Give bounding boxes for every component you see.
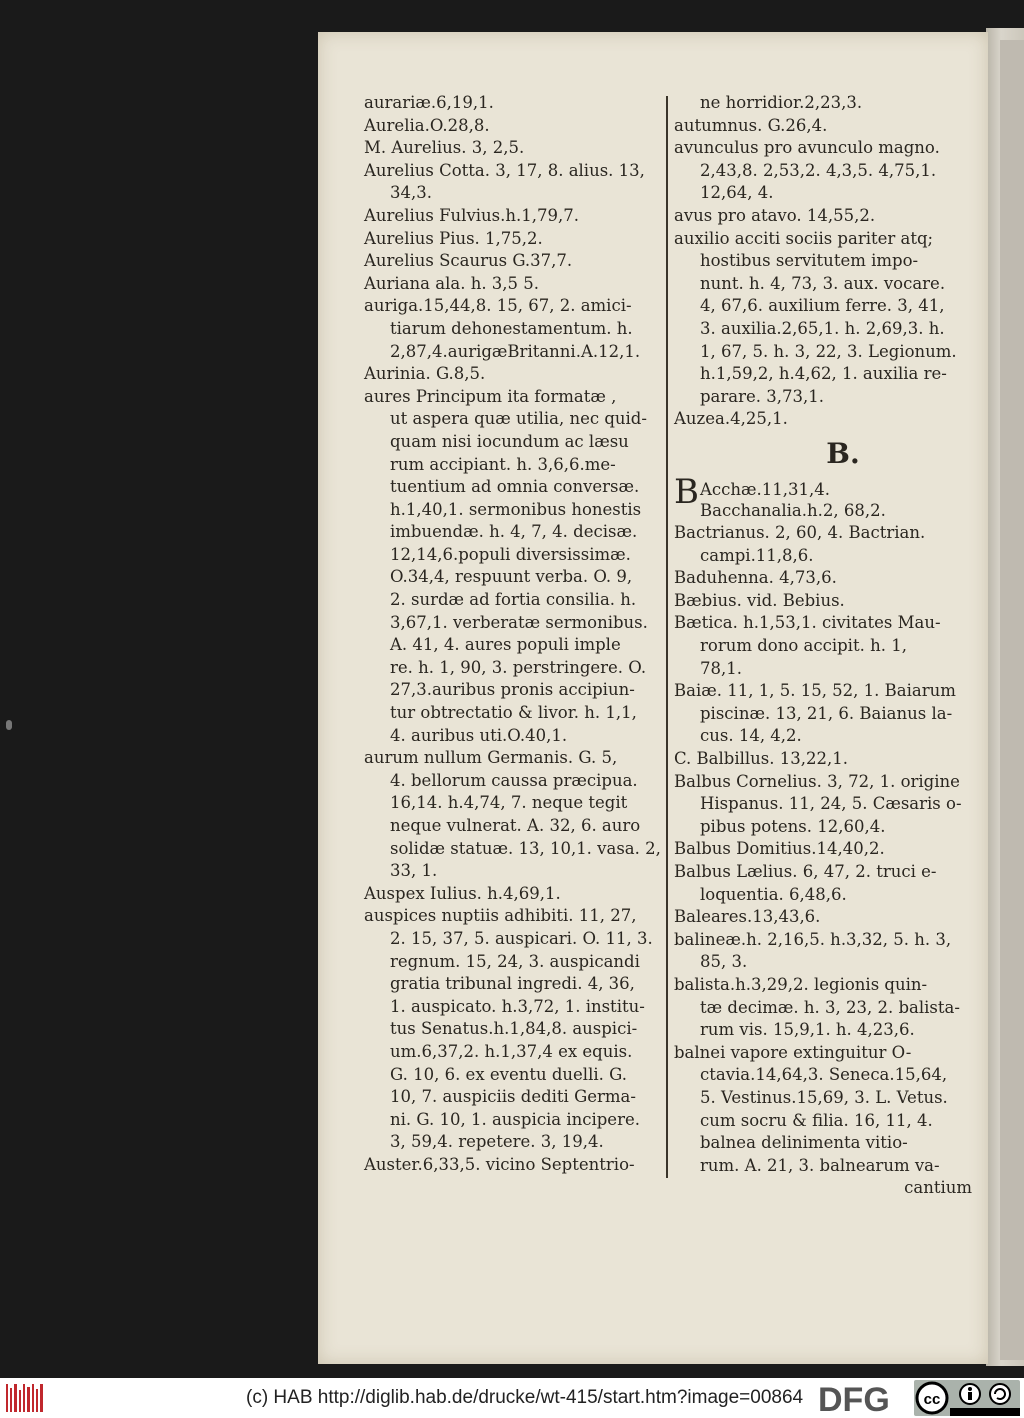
index-line: Auzea.4,25,1. (674, 409, 788, 429)
index-line: Baduhenna. 4,73,6. (674, 568, 837, 588)
index-line: campi.11,8,6. (700, 545, 814, 565)
index-line: 33, 1. (390, 861, 438, 881)
index-line: avus pro atavo. 14,55,2. (674, 205, 876, 225)
cc-by-sa-license-icon[interactable] (914, 1380, 1020, 1416)
scan-speck (6, 720, 12, 730)
index-line: quam nisi iocundum ac læsu (390, 431, 629, 451)
index-line: avunculus pro avunculo magno. (674, 138, 940, 158)
index-line: Auspex Iulius. h.4,69,1. (364, 883, 561, 903)
right-column-top (674, 92, 972, 431)
index-line: O.34,4, respuunt verba. O. 9, (390, 567, 633, 587)
index-line: 2,87,4.aurigæBritanni.A.12,1. (390, 341, 641, 361)
index-line: h.1,40,1. sermonibus honestis (390, 499, 642, 519)
index-line: cus. 14, 4,2. (700, 726, 802, 746)
index-line: 85, 3. (700, 952, 748, 972)
index-line: 12,64, 4. (700, 183, 774, 203)
index-line: 2. surdæ ad fortia consilia. h. (390, 590, 637, 610)
index-line: Auriana ala. h. 3,5 5. (364, 273, 540, 293)
index-line: loquentia. 6,48,6. (700, 884, 847, 904)
index-line: nunt. h. 4, 73, 3. aux. vocare. (700, 273, 946, 293)
sa-icon (990, 1384, 1010, 1404)
hab-barcode-icon (6, 1384, 46, 1412)
index-line: cantium (904, 1178, 972, 1198)
index-line: auxilio acciti sociis pariter atq; (674, 228, 934, 248)
index-line: rum. A. 21, 3. balnearum va- (700, 1155, 940, 1175)
index-line: 10, 7. auspiciis dediti Germa- (390, 1087, 636, 1107)
footer-bar (0, 1378, 1024, 1418)
index-line: parare. 3,73,1. (700, 386, 824, 406)
index-line: 2. 15, 37, 5. auspicari. O. 11, 3. (390, 928, 653, 948)
section-letter: B. (826, 436, 860, 470)
index-line: ctavia.14,64,3. Seneca.15,64, (700, 1065, 948, 1085)
index-line: 2,43,8. 2,53,2. 4,3,5. 4,75,1. (700, 160, 937, 180)
index-line: regnum. 15, 24, 3. auspicandi (390, 951, 640, 971)
first-entry-text: Acchæ.11,31,4. (700, 479, 831, 499)
index-line: Bactrianus. 2, 60, 4. Bactrian. (674, 523, 926, 543)
dfg-logo-icon (818, 1380, 910, 1416)
index-line: rum accipiant. h. 3,6,6.me- (390, 454, 616, 474)
dropcap-letter: B (674, 471, 699, 512)
svg-text:cc: cc (923, 1391, 941, 1408)
index-line: 4. bellorum caussa præcipua. (390, 770, 638, 790)
index-line: Aurelius Fulvius.h.1,79,7. (364, 205, 579, 225)
index-line: imbuendæ. h. 4, 7, 4. decisæ. (390, 522, 638, 542)
index-line: G. 10, 6. ex eventu duelli. G. (390, 1064, 627, 1084)
index-line: neque vulnerat. A. 32, 6. auro (390, 816, 641, 835)
right-column-bottom (674, 500, 972, 1200)
index-line: cum socru & filia. 16, 11, 4. (700, 1110, 933, 1130)
index-line: piscinæ. 13, 21, 6. Baianus la- (700, 703, 953, 723)
index-line: tæ decimæ. h. 3, 23, 2. balista- (700, 997, 960, 1017)
index-line: Baiæ. 11, 1, 5. 15, 52, 1. Baiarum (674, 681, 956, 701)
index-line: ut aspera quæ utilia, nec quid- (390, 409, 647, 429)
index-line: 27,3.auribus pronis accipiun- (390, 680, 635, 700)
index-line: rorum dono accipit. h. 1, (700, 636, 907, 656)
index-line: 16,14. h.4,74, 7. neque tegit (390, 793, 628, 813)
index-line: A. 41, 4. aures populi imple (390, 635, 621, 655)
copyright-link[interactable]: (c) HAB http://diglib.hab.de/drucke/wt-415/start.htm?image=00864 (246, 1387, 804, 1408)
index-line: 4, 67,6. auxilium ferre. 3, 41, (700, 296, 945, 316)
right-column (674, 92, 972, 1200)
index-line: auspices nuptiis adhibiti. 11, 27, (364, 906, 637, 926)
left-column (364, 92, 660, 1177)
index-line: aures Principum ita formatæ , (364, 386, 617, 406)
index-line: Aurelia.O.28,8. (364, 115, 490, 135)
index-line: 12,14,6.populi diversissimæ. (390, 544, 631, 564)
index-line: 34,3. (390, 183, 432, 203)
index-line: tiarum dehonestamentum. h. (390, 318, 633, 338)
index-line: auriga.15,44,8. 15, 67, 2. amici- (364, 296, 632, 316)
index-line: Hispanus. 11, 24, 5. Cæsaris o- (700, 794, 962, 814)
index-line: tuentium ad omnia conversæ. (390, 477, 640, 497)
index-line: 3,67,1. verberatæ sermonibus. (390, 612, 648, 632)
index-line: aurariæ.6,19,1. (364, 93, 494, 112)
index-line: balineæ.h. 2,16,5. h.3,32, 5. h. 3, (674, 929, 952, 949)
index-line: Bacchanalia.h.2, 68,2. (700, 500, 886, 520)
index-line: Aurelius Cotta. 3, 17, 8. alius. 13, (364, 160, 645, 180)
index-line: Balbus Domitius.14,40,2. (674, 839, 885, 859)
index-line: tur obtrectatio & livor. h. 1,1, (390, 703, 637, 723)
index-line: Aurelius Scaurus G.37,7. (364, 251, 573, 271)
index-line: 5. Vestinus.15,69, 3. L. Vetus. (700, 1087, 948, 1107)
index-line: 1, 67, 5. h. 3, 22, 3. Legionum. (700, 341, 957, 361)
index-line: C. Balbillus. 13,22,1. (674, 749, 848, 769)
index-line: balnea delinimenta vitio- (700, 1133, 908, 1153)
index-line: gratia tribunal ingredi. 4, 36, (390, 974, 635, 994)
index-line: autumnus. G.26,4. (674, 115, 828, 135)
index-line: Aurelius Pius. 1,75,2. (364, 228, 543, 248)
index-line: solidæ statuæ. 13, 10,1. vasa. 2, (390, 838, 661, 858)
index-line: ne horridior.2,23,3. (700, 93, 863, 112)
index-line: tus Senatus.h.1,84,8. auspici- (390, 1019, 638, 1039)
index-line: 78,1. (700, 658, 742, 678)
index-line: re. h. 1, 90, 3. perstringere. O. (390, 657, 647, 677)
index-line: Baleares.13,43,6. (674, 907, 821, 927)
index-line: 3. auxilia.2,65,1. h. 2,69,3. h. (700, 318, 945, 338)
index-line: pibus potens. 12,60,4. (700, 816, 886, 836)
index-line: balnei vapore extinguitur O- (674, 1042, 912, 1062)
index-line: 4. auribus uti.O.40,1. (390, 725, 568, 745)
index-line: Bæbius. vid. Bebius. (674, 590, 845, 610)
index-line: balista.h.3,29,2. legionis quin- (674, 974, 928, 994)
column-rule (666, 96, 668, 1178)
book-edge-strip (1000, 40, 1024, 1360)
index-line: Bætica. h.1,53,1. civitates Mau- (674, 613, 941, 633)
index-line: M. Aurelius. 3, 2,5. (364, 138, 525, 158)
index-line: ni. G. 10, 1. auspicia incipere. (390, 1109, 640, 1129)
index-line: Balbus Cornelius. 3, 72, 1. origine (674, 771, 960, 791)
index-line: 1. auspicato. h.3,72, 1. institu- (390, 996, 645, 1016)
index-line: aurum nullum Germanis. G. 5, (364, 748, 618, 768)
dfg-logo-text: DFG (818, 1381, 890, 1416)
index-line: Auster.6,33,5. vicino Septentrio- (364, 1154, 635, 1174)
index-line: Aurinia. G.8,5. (364, 364, 486, 384)
index-line: hostibus servitutem impo- (700, 251, 919, 271)
index-line: h.1,59,2, h.4,62, 1. auxilia re- (700, 364, 947, 384)
index-line: um.6,37,2. h.1,37,4 ex equis. (390, 1041, 633, 1061)
index-line: Balbus Lælius. 6, 47, 2. truci e- (674, 862, 937, 881)
index-line: 3, 59,4. repetere. 3, 19,4. (390, 1132, 604, 1152)
index-line: rum vis. 15,9,1. h. 4,23,6. (700, 1020, 915, 1040)
